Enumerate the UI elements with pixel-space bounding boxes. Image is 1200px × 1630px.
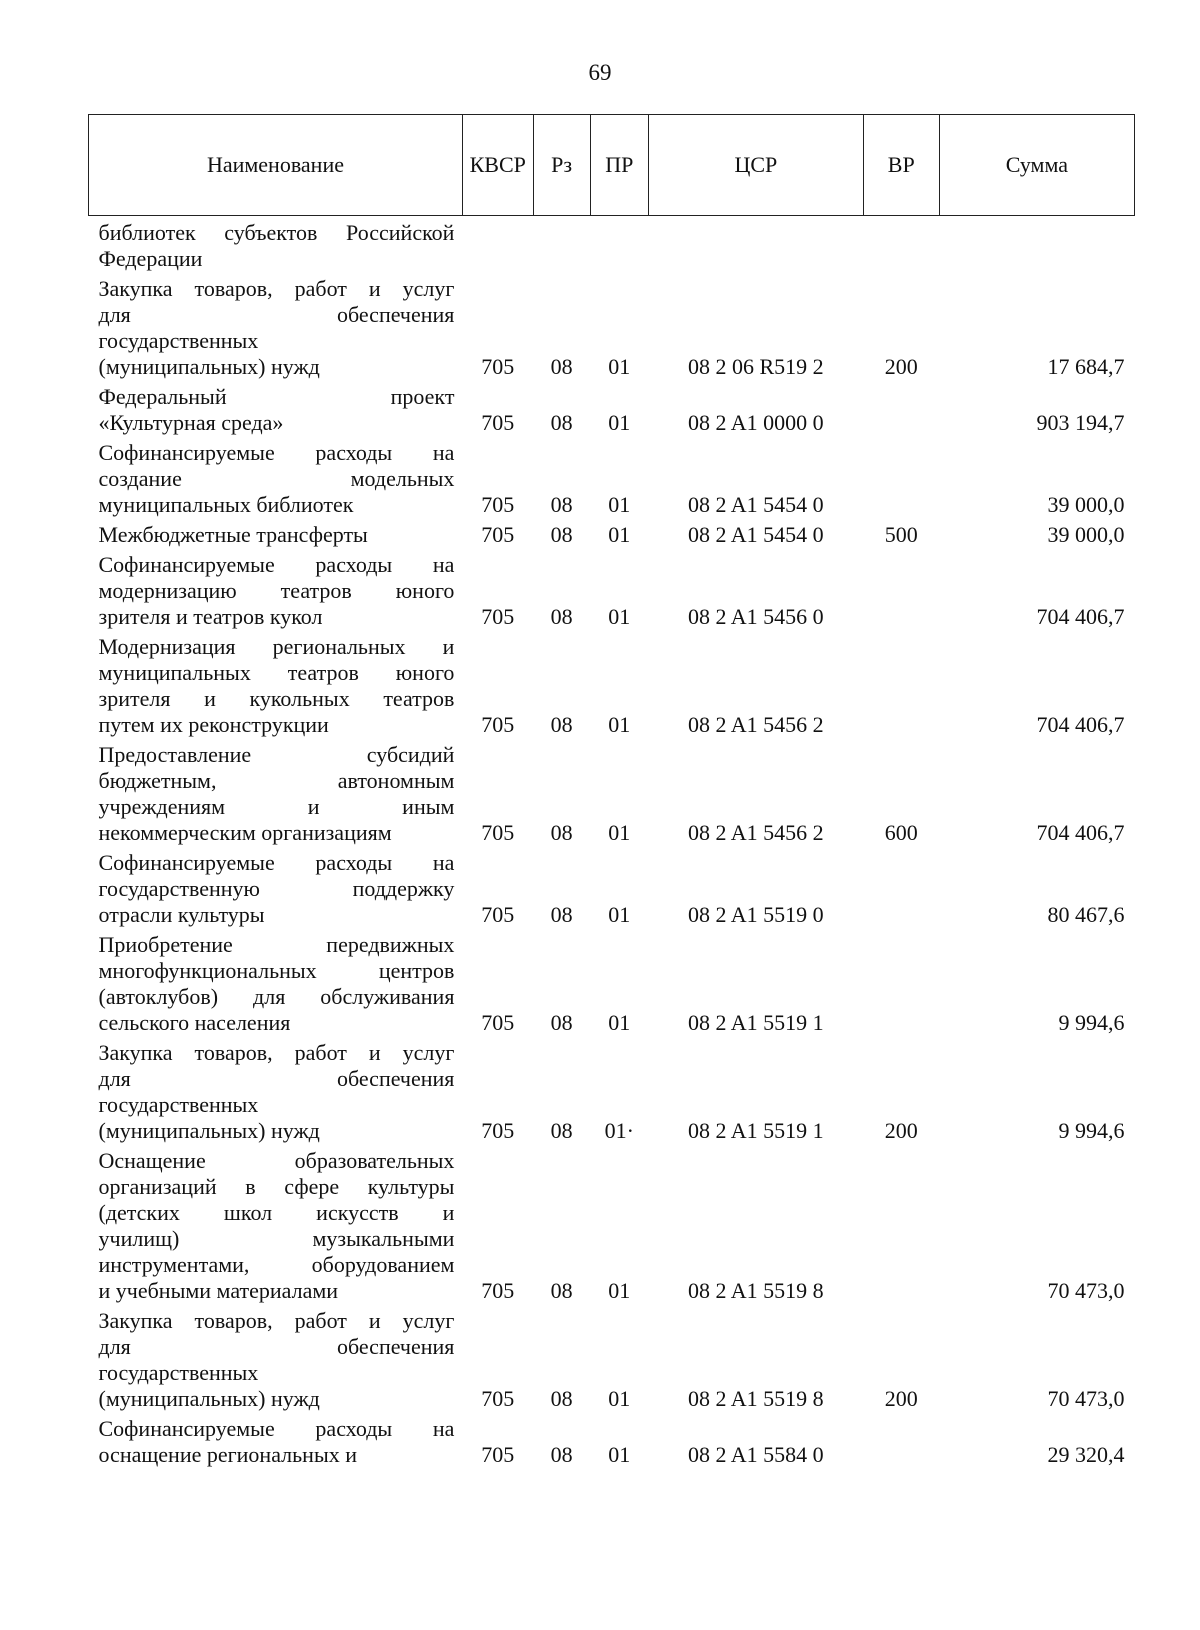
row-name [89, 1412, 463, 1468]
row-sum: 9 994,6 [1058, 1118, 1125, 1143]
row-kvsr: 705 [481, 1386, 515, 1411]
row-kvsr: 705 [481, 354, 515, 379]
row-csr: 08 2 A1 5519 8 [688, 1278, 824, 1303]
row-pr: 01 [608, 1010, 631, 1035]
row-vr: 600 [884, 820, 918, 845]
row-kvsr: 705 [481, 1010, 515, 1035]
row-sum: 903 194,7 [1036, 410, 1125, 435]
row-vr [863, 928, 939, 1036]
row-csr [648, 216, 863, 273]
row-name-line: Закупка товаров, работ и услуг [98, 276, 455, 301]
row-rz: 08 [550, 902, 573, 927]
row-name-line: некоммерческим организациям [98, 820, 392, 845]
row-rz: 08 [550, 1386, 573, 1411]
row-csr: 08 2 A1 5519 1 [688, 1118, 824, 1143]
row-name [89, 1144, 463, 1304]
row-rz [533, 216, 590, 273]
row-name-line: создание модельных [98, 466, 455, 491]
row-vr: 200 [884, 1386, 918, 1411]
header-kvsr: КВСР [462, 115, 533, 216]
row-name-line: для обеспечения [98, 1066, 455, 1091]
row-name-line: Софинансируемые расходы на [98, 440, 455, 465]
row-vr [863, 1144, 939, 1304]
row-name-line: модернизацию театров юного [98, 578, 455, 603]
page-number: 69 [588, 60, 612, 85]
row-csr: 08 2 A1 5584 0 [688, 1442, 824, 1467]
row-pr: 01 [608, 522, 631, 547]
row-pr: 01 [608, 902, 631, 927]
row-csr: 08 2 A1 5456 2 [688, 712, 824, 737]
row-csr: 08 2 A1 5519 8 [688, 1386, 824, 1411]
row-sum: 39 000,0 [1047, 522, 1125, 547]
row-rz: 08 [550, 820, 573, 845]
row-name-line: государственную поддержку [98, 876, 455, 901]
row-vr: 500 [884, 522, 918, 547]
row-kvsr: 705 [481, 1118, 515, 1143]
row-name-line: «Культурная среда» [98, 410, 284, 435]
row-csr: 08 2 A1 5456 0 [688, 604, 824, 629]
row-name-line: многофункциональных центров [98, 958, 455, 983]
row-pr: 01 [608, 820, 631, 845]
row-name [89, 928, 463, 1036]
table-body [89, 216, 1135, 1469]
table-row [89, 928, 1135, 1036]
table-row [89, 518, 1135, 548]
row-rz: 08 [550, 712, 573, 737]
row-name-line: Федерации [98, 246, 203, 271]
row-sum: 70 473,0 [1047, 1278, 1125, 1303]
row-name-line: Федеральный проект [98, 384, 455, 409]
row-csr: 08 2 06 R519 2 [688, 354, 824, 379]
row-pr [590, 216, 648, 273]
table-row [89, 1144, 1135, 1304]
row-name-line: сельского населения [98, 1010, 291, 1035]
row-vr [863, 436, 939, 518]
budget-table [88, 114, 1135, 1468]
header-csr: ЦСР [648, 115, 863, 216]
row-name [89, 630, 463, 738]
table-row [89, 1412, 1135, 1468]
table-row [89, 548, 1135, 630]
row-rz: 08 [550, 1278, 573, 1303]
row-sum: 704 406,7 [1036, 604, 1125, 629]
row-name [89, 846, 463, 928]
table-row [89, 216, 1135, 273]
row-name-line: и учебными материалами [98, 1278, 339, 1303]
row-kvsr: 705 [481, 410, 515, 435]
row-kvsr: 705 [481, 712, 515, 737]
row-csr: 08 2 A1 5454 0 [688, 522, 824, 547]
row-vr [863, 1412, 939, 1468]
table-row [89, 272, 1135, 380]
row-name-line: библиотек субъектов Российской [98, 220, 455, 245]
row-name [89, 436, 463, 518]
row-pr: 01· [604, 1118, 634, 1143]
row-kvsr [462, 216, 533, 273]
row-name-line: путем их реконструкции [98, 712, 329, 737]
row-kvsr: 705 [481, 820, 515, 845]
row-name-line: для обеспечения [98, 1334, 455, 1359]
row-sum: 704 406,7 [1036, 820, 1125, 845]
row-name-line: инструментами, оборудованием [98, 1252, 455, 1277]
row-kvsr: 705 [481, 902, 515, 927]
row-name-line: (муниципальных) нужд [98, 1386, 320, 1411]
row-rz: 08 [550, 522, 573, 547]
row-name [89, 380, 463, 436]
row-rz: 08 [550, 1118, 573, 1143]
row-name [89, 1036, 463, 1144]
row-name-line: (муниципальных) нужд [98, 1118, 320, 1143]
row-csr: 08 2 A1 0000 0 [688, 410, 824, 435]
row-rz: 08 [550, 604, 573, 629]
row-pr: 01 [608, 492, 631, 517]
row-name-line: муниципальных библиотек [98, 492, 354, 517]
row-name-line: (муниципальных) нужд [98, 354, 320, 379]
row-sum: 29 320,4 [1047, 1442, 1125, 1467]
row-pr: 01 [608, 712, 631, 737]
row-vr [863, 846, 939, 928]
row-csr: 08 2 A1 5456 2 [688, 820, 824, 845]
row-kvsr: 705 [481, 604, 515, 629]
row-sum: 17 684,7 [1047, 354, 1125, 379]
row-vr [863, 630, 939, 738]
row-kvsr: 705 [481, 522, 515, 547]
row-name-line: Софинансируемые расходы на [98, 850, 455, 875]
row-name-line: организаций в сфере культуры [98, 1174, 455, 1199]
row-csr: 08 2 A1 5454 0 [688, 492, 824, 517]
row-name-line: оснащение региональных и [98, 1442, 357, 1467]
row-name-line: бюджетным, автономным [98, 768, 455, 793]
row-kvsr: 705 [481, 492, 515, 517]
row-rz: 08 [550, 1010, 573, 1035]
row-sum: 39 000,0 [1047, 492, 1125, 517]
row-vr [863, 380, 939, 436]
row-name-line: Предоставление субсидий [98, 742, 455, 767]
row-name-line: Закупка товаров, работ и услуг [98, 1308, 455, 1333]
header-sum: Сумма [939, 115, 1134, 216]
row-pr: 01 [608, 1278, 631, 1303]
row-name-line: зрителя и театров кукол [98, 604, 323, 629]
row-name-line: Софинансируемые расходы на [98, 1416, 455, 1441]
table-row [89, 630, 1135, 738]
header-pr: ПР [590, 115, 648, 216]
row-pr: 01 [608, 354, 631, 379]
row-name-line: Софинансируемые расходы на [98, 552, 455, 577]
row-csr: 08 2 A1 5519 0 [688, 902, 824, 927]
row-name-line: (детских школ искусств и [98, 1200, 455, 1225]
row-sum: 80 467,6 [1047, 902, 1125, 927]
row-pr: 01 [608, 1386, 631, 1411]
row-name-line: Межбюджетные трансферты [98, 522, 368, 547]
table-row [89, 738, 1135, 846]
row-name-line: Оснащение образовательных [98, 1148, 455, 1173]
row-name-line: Приобретение передвижных [98, 932, 455, 957]
row-name-line: отрасли культуры [98, 902, 265, 927]
row-name [89, 548, 463, 630]
row-pr: 01 [608, 1442, 631, 1467]
table-row [89, 1304, 1135, 1412]
row-rz: 08 [550, 354, 573, 379]
row-name-line: государственных [98, 1092, 259, 1117]
row-sum: 70 473,0 [1047, 1386, 1125, 1411]
row-name-line: государственных [98, 1360, 259, 1385]
row-name-line: для обеспечения [98, 302, 455, 327]
row-vr [863, 548, 939, 630]
header-vr: ВР [863, 115, 939, 216]
row-name [89, 518, 463, 548]
table-row [89, 436, 1135, 518]
row-pr: 01 [608, 604, 631, 629]
header-rz: Рз [533, 115, 590, 216]
row-sum: 704 406,7 [1036, 712, 1125, 737]
row-name-line: (автоклубов) для обслуживания [98, 984, 455, 1009]
row-csr: 08 2 A1 5519 1 [688, 1010, 824, 1035]
table-row [89, 1036, 1135, 1144]
row-name-line: муниципальных театров юного [98, 660, 455, 685]
row-kvsr: 705 [481, 1442, 515, 1467]
row-rz: 08 [550, 492, 573, 517]
row-rz: 08 [550, 1442, 573, 1467]
row-vr: 200 [884, 354, 918, 379]
row-name [89, 216, 463, 273]
header-name: Наименование [89, 115, 463, 216]
row-name [89, 1304, 463, 1412]
row-pr: 01 [608, 410, 631, 435]
table-row [89, 380, 1135, 436]
table-header-row [89, 115, 1135, 216]
row-name-line: учреждениям и иным [98, 794, 455, 819]
row-sum: 9 994,6 [1058, 1010, 1125, 1035]
row-name [89, 738, 463, 846]
row-rz: 08 [550, 410, 573, 435]
row-kvsr: 705 [481, 1278, 515, 1303]
row-sum [939, 216, 1134, 273]
row-name-line: училищ) музыкальными [98, 1226, 455, 1251]
row-name [89, 272, 463, 380]
row-vr [863, 216, 939, 273]
row-name-line: зрителя и кукольных театров [98, 686, 455, 711]
row-vr: 200 [884, 1118, 918, 1143]
row-name-line: Закупка товаров, работ и услуг [98, 1040, 455, 1065]
row-name-line: государственных [98, 328, 259, 353]
row-name-line: Модернизация региональных и [98, 634, 455, 659]
table-row [89, 846, 1135, 928]
